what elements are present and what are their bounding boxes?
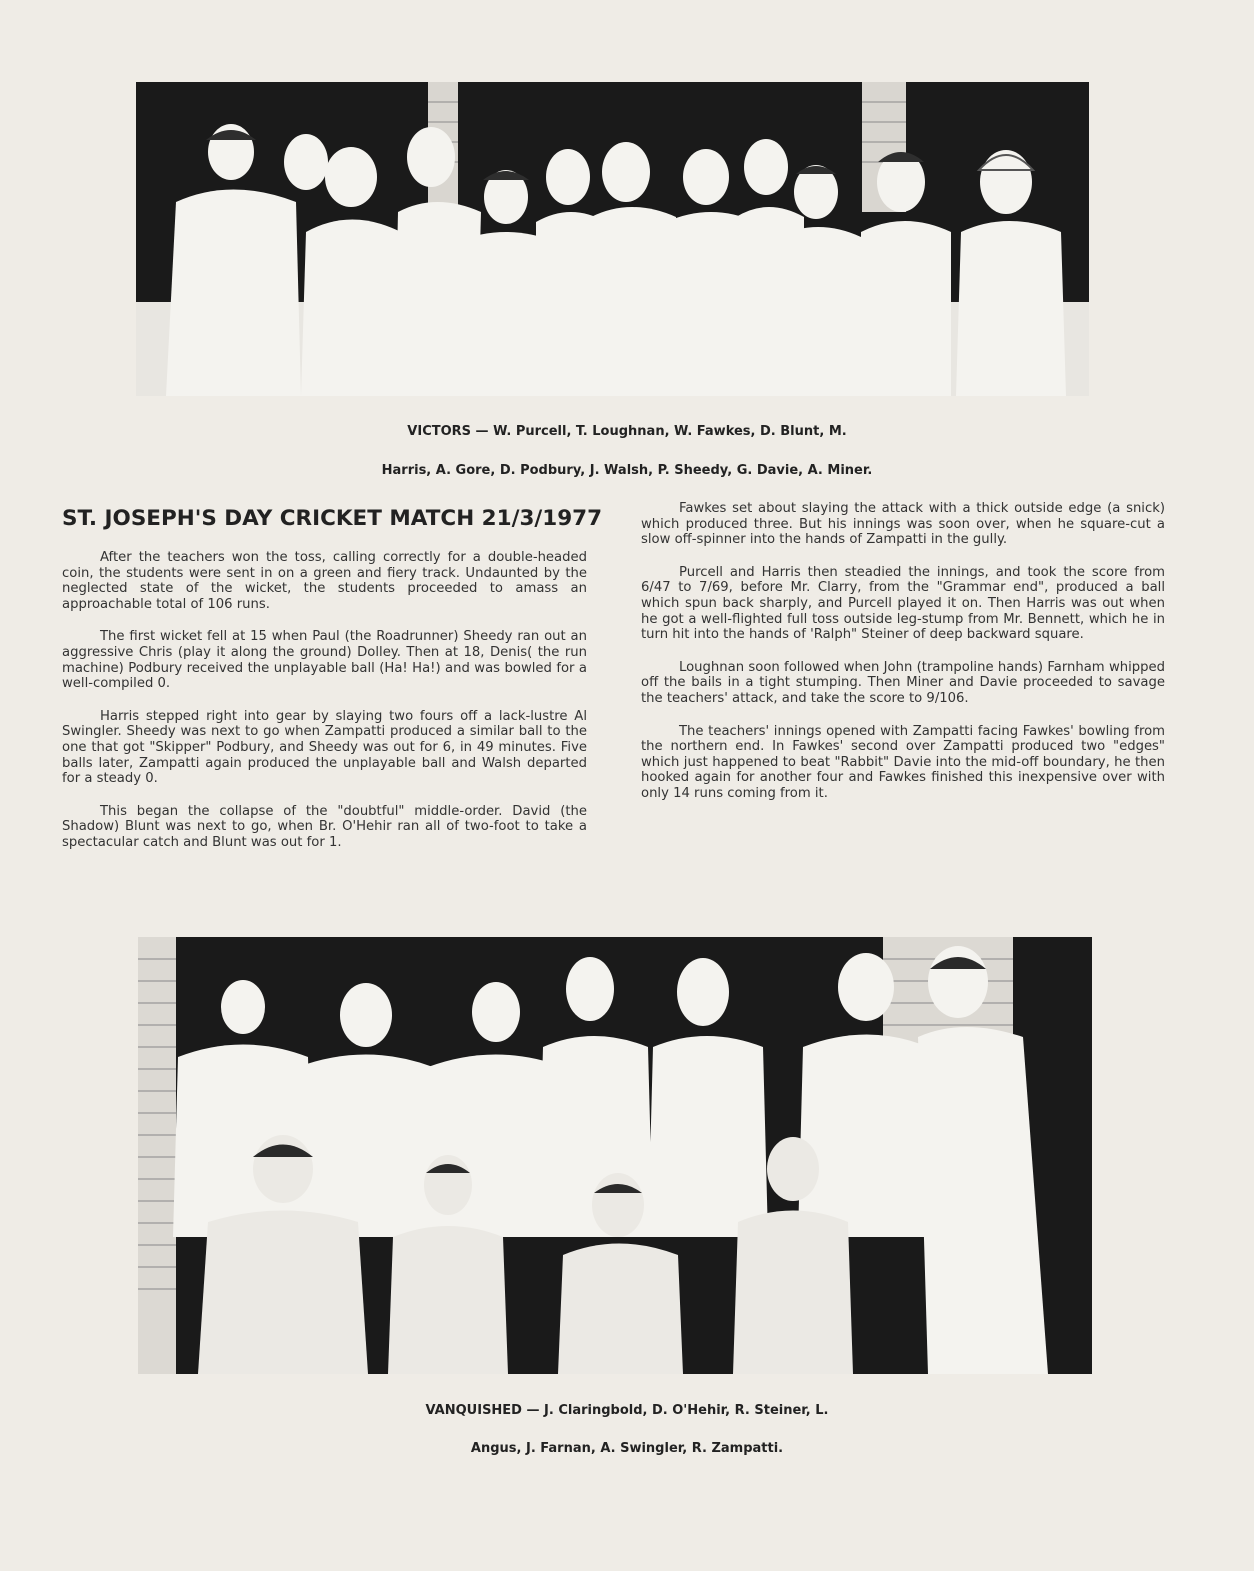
article-paragraph: This began the collapse of the "doubtful" middle-order. David (the Shadow) Blunt was next to go, when Br. O'Hehir ran all of two-foot to take a spectacular catch and Blunt was out for 1.	[62, 803, 587, 850]
victors-caption-line-1: VICTORS — W. Purcell, T. Loughnan, W. Fawkes, D. Blunt, M.	[407, 424, 847, 439]
article-paragraph: Purcell and Harris then steadied the innings, and took the score from 6/47 to 7/69, before Mr. Clarry, from the "Grammar end", produced a ball which spun back sharply, and Purcell played it on. Then Harris was out when he got a well-flighted full toss outside leg-stump from Mr. Bennett, which he in turn hit into the hands of 'Ralph" Steiner of deep backward square.	[641, 564, 1165, 643]
vanquished-caption-line-2: Angus, J. Farnan, A. Swingler, R. Zampatti.	[470, 1441, 784, 1456]
article-right-column	[641, 501, 1165, 819]
article-left-column	[62, 550, 587, 868]
article-paragraph: The first wicket fell at 15 when Paul (the Roadrunner) Sheedy ran out an aggressive Chris (play it along the ground) Dolley. Then at 18, Denis( the run machine) Podbury received the unplayable ball (Ha! Ha!) and was bowled for a well-compiled 0.	[62, 629, 587, 692]
article-paragraph: Harris stepped right into gear by slaying two fours off a lack-lustre Al Swingler. Sheedy was next to go when Zampatti produced a similar ball to the one that got "Skipper" Podbury, and Sheedy was out for 6, in 49 minutes. Five balls later, Zampatti again produced the unplayable ball and Walsh departed for a steady 0.	[62, 708, 587, 787]
article-paragraph: After the teachers won the toss, calling correctly for a double-headed coin, the students were sent in on a green and fiery track. Undaunted by the neglected state of the wicket, the students proceeded to amass an approachable total of 106 runs.	[62, 550, 587, 612]
article-paragraph: Fawkes set about slaying the attack with a thick outside edge (a snick) which produced three. But his innings was soon over, when he square-cut a slow off-spinner into the hands of Zampatti in the gully.	[641, 501, 1165, 548]
victors-team-photo	[136, 82, 1089, 396]
victors-photo-illustration	[136, 82, 1089, 396]
vanquished-team-photo	[138, 937, 1092, 1374]
victors-caption-line-2: Harris, A. Gore, D. Podbury, J. Walsh, P. Sheedy, G. Davie, A. Miner.	[381, 463, 873, 478]
vanquished-caption-line-1: VANQUISHED — J. Claringbold, D. O'Hehir, R. Steiner, L.	[425, 1403, 829, 1418]
article-title: ST. JOSEPH'S DAY CRICKET MATCH 21/3/1977	[62, 506, 603, 531]
article-paragraph: Loughnan soon followed when John (trampoline hands) Farnham whipped off the bails in a tight stumping. Then Miner and Davie proceeded to savage the teachers' attack, and take the score to 9/106.	[641, 659, 1165, 706]
article-paragraph: The teachers' innings opened with Zampatti facing Fawkes' bowling from the northern end. In Fawkes' second over Zampatti produced two "edges" which just happened to beat "Rabbit" Davie into the mid-off boundary, he then hooked again for another four and Fawkes finished this inexpensive over with only 14 runs coming from it.	[641, 723, 1165, 801]
vanquished-photo-illustration	[138, 937, 1092, 1374]
